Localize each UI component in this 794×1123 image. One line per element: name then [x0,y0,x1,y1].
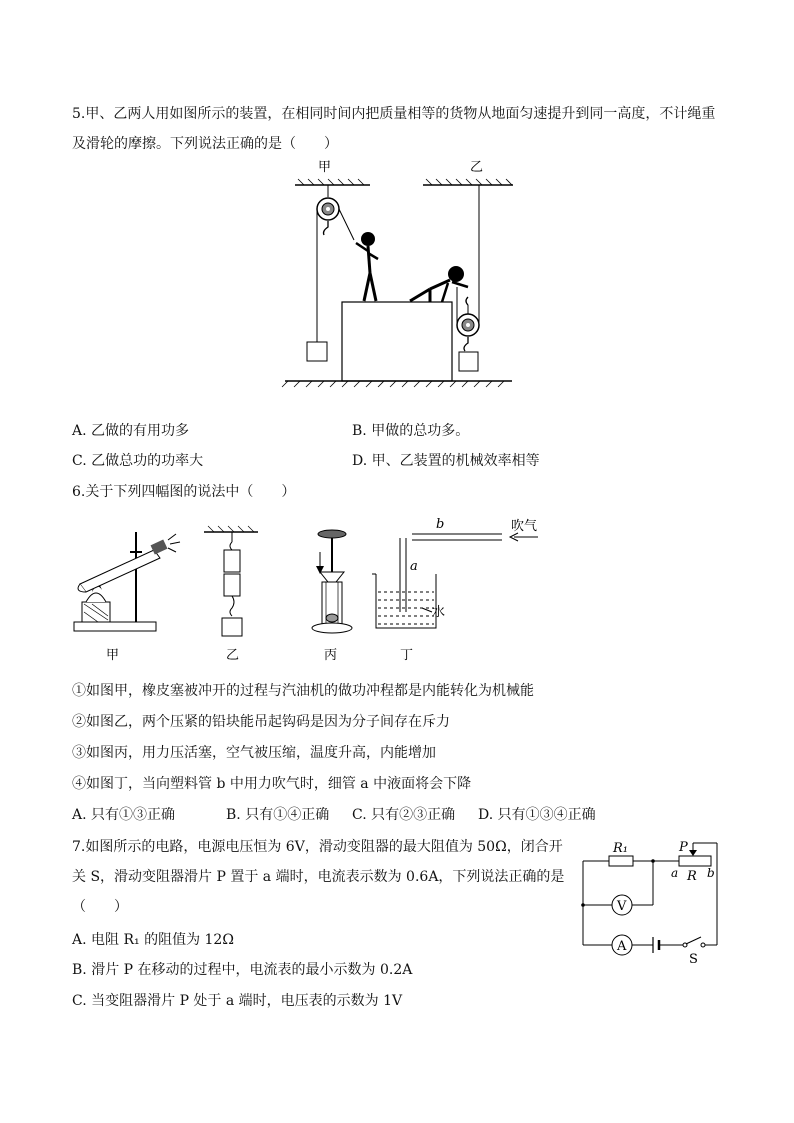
switch-label: S [689,952,698,967]
label-water: 水 [432,605,446,620]
fig6-label-bing: 丙 [324,648,338,663]
q5-option-c[interactable]: C. 乙做总功的功率大 [72,453,204,469]
q5-option-a[interactable]: A. 乙做的有用功多 [72,423,190,439]
q7-option-b[interactable]: B. 滑片 P 在移动的过程中，电流表的最小示数为 0.2A [72,962,413,978]
label-b: b [436,517,445,532]
q6-statement-2: ②如图乙，两个压紧的铅块能吊起钩码是因为分子间存在斥力 [72,714,450,730]
voltmeter-label: V [617,899,627,914]
q6-statement-3: ③如图丙，用力压活塞，空气被压缩，温度升高，内能增加 [72,745,436,761]
label-r1: R₁ [613,841,628,856]
ammeter-label: A [617,939,627,954]
q6-option-a[interactable]: A. 只有①③正确 [72,807,176,823]
q7-option-c[interactable]: C. 当变阻器滑片 P 处于 a 端时，电压表的示数为 1V [72,993,403,1009]
fig-label-jia: 甲 [318,160,332,175]
label-a: a [410,559,418,574]
circuit-diagram [575,835,725,970]
q6-option-d[interactable]: D. 只有①③④正确 [478,807,596,823]
label-b-end: b [707,866,715,880]
q6-option-c[interactable]: C. 只有②③正确 [352,807,456,823]
q6-statement-1: ①如图甲，橡皮塞被冲开的过程与汽油机的做功冲程都是内能转化为机械能 [72,683,534,699]
q5-option-b[interactable]: B. 甲做的总功多。 [352,423,470,439]
figure-bing [312,530,352,663]
q7-stem-line3: （ ） [72,899,128,915]
q7-stem-line2: 关 S，滑动变阻器滑片 P 置于 a 端时，电流表示数为 0.6A，下列说法正确的是 [72,869,565,885]
label-p: P [679,840,688,855]
q5-option-d[interactable]: D. 甲、乙装置的机械效率相等 [352,453,540,469]
pulley-figure [280,155,520,390]
figure-ding [372,517,538,663]
q5-stem-line1: 5.甲、乙两人用如图所示的装置，在相同时间内把质量相等的货物从地面匀速提升到同一高度，不计绳重 [72,106,716,122]
fig-label-yi: 乙 [470,160,484,175]
fig6-label-ding: 丁 [400,648,414,663]
q6-stem: 6.关于下列四幅图的说法中（ ） [72,484,296,500]
figure-yi [204,526,258,663]
q5-stem-line2: 及滑轮的摩擦。下列说法正确的是（ ） [72,136,338,152]
fig6-label-jia: 甲 [106,648,120,663]
q6-statement-4: ④如图丁，当向塑料管 b 中用力吹气时，细管 a 中液面将会下降 [72,776,472,792]
label-r: R [687,869,697,884]
figure-jia [74,532,180,663]
fig6-label-yi: 乙 [226,648,240,663]
q7-stem-line1: 7.如图所示的电路，电源电压恒为 6V，滑动变阻器的最大阻值为 50Ω，闭合开 [72,839,563,855]
four-figures [70,512,550,667]
label-a-end: a [671,866,679,880]
q7-option-a[interactable]: A. 电阻 R₁ 的阻值为 12Ω [72,932,234,948]
q6-option-b[interactable]: B. 只有①④正确 [226,807,330,823]
label-blow: 吹气 [511,519,538,534]
